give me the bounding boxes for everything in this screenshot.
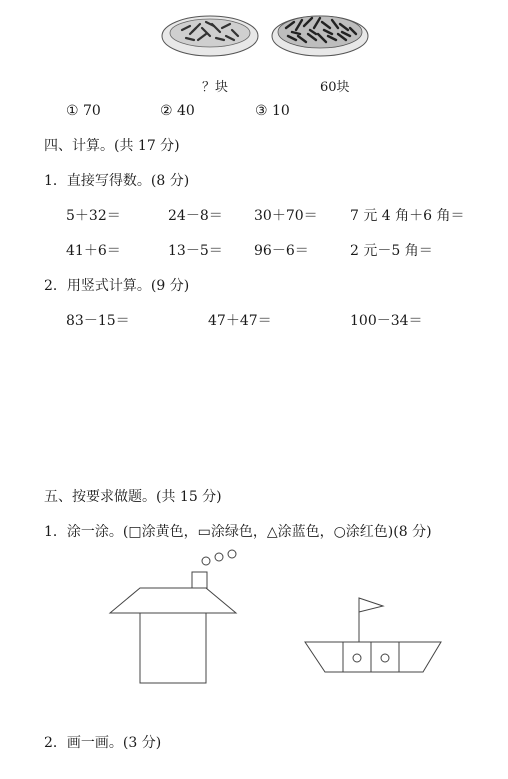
house-body-rectangle (140, 613, 206, 683)
plates-illustration (160, 6, 380, 95)
vertical-calc-item: 100－34＝ (350, 313, 423, 329)
calc-item: 2 元－5 角＝ (350, 243, 433, 259)
flag-triangle (359, 598, 383, 612)
plates-svg (160, 6, 380, 70)
calc-item: 41＋6＝ (66, 243, 121, 259)
vertical-calc-item: 83－15＝ (66, 313, 130, 329)
calc-item: 13－5＝ (168, 243, 223, 259)
boat-figure (303, 590, 443, 680)
right-plate-label: 60块 (320, 80, 350, 95)
option-3: ③ 10 (255, 103, 290, 119)
smoke-circle (228, 550, 236, 558)
option-1: ① 70 (66, 103, 101, 119)
option-2: ② 40 (160, 103, 195, 119)
roof-trapezoid (110, 588, 236, 613)
right-plate (272, 16, 368, 56)
chimney-square (192, 572, 207, 588)
section4-title: 四、计算。(共 17 分) (44, 138, 180, 154)
calc-item: 96－6＝ (254, 243, 309, 259)
section4-q1-title: 1．直接写得数。(8 分) (44, 173, 190, 189)
left-plate (162, 16, 258, 56)
calc-item: 30＋70＝ (254, 208, 318, 224)
calc-item: 24－8＝ (168, 208, 223, 224)
vertical-calc-item: 47＋47＝ (208, 313, 272, 329)
smoke-circle (202, 557, 210, 565)
calc-item: 5＋32＝ (66, 208, 121, 224)
section4-q2-title: 2．用竖式计算。(9 分) (44, 278, 190, 294)
calc-item: 7 元 4 角＋6 角＝ (350, 208, 465, 224)
section5-title: 五、按要求做题。(共 15 分) (44, 489, 222, 505)
porthole-circle (381, 654, 389, 662)
smoke-circle (215, 553, 223, 561)
left-plate-label: ？块 (202, 80, 229, 95)
hull-outline (305, 642, 441, 672)
section5-q2-title: 2．画一画。(3 分) (44, 735, 162, 751)
porthole-circle (353, 654, 361, 662)
section5-q1-title: 1．涂一涂。(□涂黄色，▭涂绿色，△涂蓝色，○涂红色)(8 分) (44, 524, 432, 540)
house-figure (108, 548, 243, 688)
